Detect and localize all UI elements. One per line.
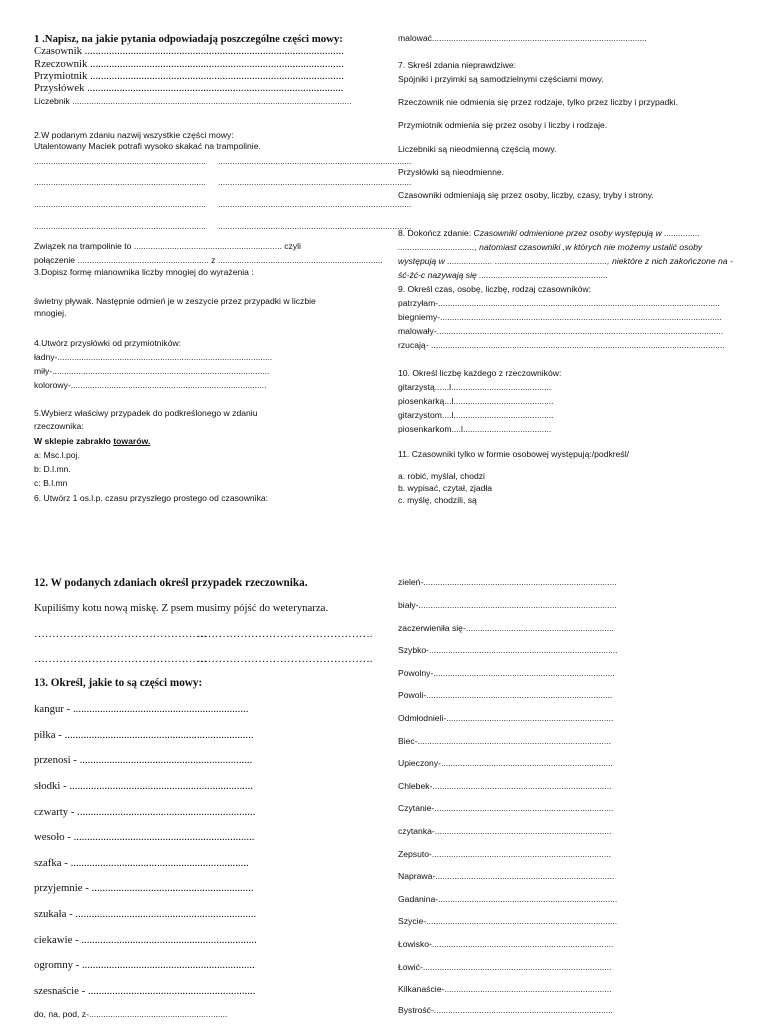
q5-title: rzeczownika: — [34, 421, 84, 431]
q2-blank: ........................................................................ — [34, 177, 206, 187]
q11-option: c. myślę, chodzili, są — [398, 495, 477, 505]
q3-text: świetny pływak. Następnie odmień je w zeszycie przez przypadki w liczbie — [34, 296, 316, 306]
q5-underlined-word: towarów. — [113, 436, 151, 446]
q13-item: ciekawie - ................................................................. — [34, 934, 257, 946]
q13-right-item: Szybko-............................................................................... — [398, 645, 618, 655]
q9-item: rzucają- ........................................................................................................................... — [398, 340, 725, 350]
q5-option: c: B.l.mn — [34, 478, 68, 488]
q7-sentence: Przymiotnik odmienia się przez osoby i liczby i rodzaje. — [398, 120, 608, 130]
q13-item: wesoło - ................................................................... — [34, 831, 255, 843]
q3-title: 3.Dopisz formę mianownika liczby mnogiej do wyrażenia : — [34, 267, 254, 277]
q2-blank: ................................................................................. — [218, 221, 412, 231]
q10-title: 10. Określ liczbę każdego z rzeczowników: — [398, 368, 562, 378]
q5-option: b: D.l.mn. — [34, 464, 71, 474]
q1-line: Liczebnik ..................................................................................................................... — [34, 96, 352, 106]
q1-title: 1 .Napisz, na jakie pytania odpowiadają poszczególne części mowy: — [34, 33, 343, 45]
q1-line: Czasownik ................................................................................................ — [34, 45, 344, 57]
q12-blank: ………………………………………… — [34, 653, 207, 665]
q13-right-item: Szycie-................................................................................ — [398, 916, 618, 926]
q12-sentence: Kupiliśmy kotu nową miskę. Z psem musimy pójść do weterynarza. — [34, 602, 329, 614]
q2-blank: ........................................................................ — [34, 221, 206, 231]
q1-line: Przymiotnik .............................................................................................. — [34, 70, 344, 82]
q4-title: 4.Utwórz przysłówki od przymiotników: — [34, 338, 182, 348]
q13-item: piłka - ...................................................................... — [34, 729, 254, 741]
q13-right-item: Bystrość-........................................................................... — [398, 1005, 613, 1015]
q13-item: kangur - ................................................................. — [34, 703, 249, 715]
q8-line: ść-źć-c nazywają się ...................................................... — [398, 270, 609, 280]
q7-sentence: Spójniki i przyimki są samodzielnymi częściami mowy. — [398, 74, 604, 84]
q11-title: 11. Czasowniki tylko w formie osobowej występują:/podkreśl/ — [398, 449, 630, 459]
q2-blank: ................................................................................. — [218, 199, 412, 209]
q10-item: gitarzystą......l.......................................... — [398, 382, 552, 392]
q5-sentence — [34, 437, 150, 447]
q13-right-item: zaczerwieniła się-.............................................................. — [398, 623, 614, 633]
q13-right-item: Zepsuto-........................................................................... — [398, 849, 611, 859]
q13-right-item: Kilkanaście-...................................................................... — [398, 984, 612, 994]
q13-right-item: Powoli-.............................................................................. — [398, 690, 613, 700]
q13-right-item: Czytanie-........................................................................... — [398, 803, 614, 813]
q7-sentence: Czasowniki odmieniają się przez osoby, liczby, czasy, tryby i strony. — [398, 190, 654, 200]
q4-item: kolorowy-.................................................................................. — [34, 380, 267, 390]
q10-item: gitarzystom....l.......................................... — [398, 410, 554, 420]
q5-option: a: Msc.l.poj. — [34, 450, 80, 460]
q13-right-item: Upieczony-........................................................................ — [398, 758, 613, 768]
q12-blank: …………………………………………. — [197, 628, 373, 640]
q6-item: malować.......................................................................................... — [398, 33, 647, 43]
q10-item: piosenkarkom....l..................................... — [398, 424, 552, 434]
q13-right-item: zieleń-................................................................................. — [398, 577, 617, 587]
q13-right-item: Łowisko-............................................................................ — [398, 939, 614, 949]
q2-sentence: Utalentowany Maciek potrafi wysoko skakać na trampolinie. — [34, 141, 261, 151]
q13-item: słodki - .................................................................... — [34, 780, 253, 792]
q2-blank: ........................................................................ — [34, 156, 206, 166]
q2-title: 2.W podanym zdaniu nazwij wszystkie części mowy: — [34, 130, 234, 140]
q13-right-item: czytanka-.......................................................................... — [398, 826, 612, 836]
q6-title: 6. Utwórz 1 os.l.p. czasu przyszłego prostego od czasownika: — [34, 493, 269, 503]
q3-text: mnogiej. — [34, 308, 67, 318]
q2-zwiazek: Związek na trampolinie to .............................................................. czyli — [34, 241, 301, 251]
q8-line: występują w ................... ..............................................., niektóre z nich zakończone na - — [398, 256, 733, 266]
q8-text: Czasowniki odmienione przez osoby występują w ............... — [473, 228, 700, 238]
q4-item: miły-........................................................................................... — [34, 366, 270, 376]
q13-item: szesnaście - .............................................................. — [34, 985, 256, 997]
q1-line: Rzeczownik .............................................................................................. — [34, 58, 344, 70]
q13-item: ogromny - ................................................................ — [34, 959, 255, 971]
q13-item: do, na, pod, z-.......................................................... — [34, 1009, 228, 1019]
q13-item: szukała - ................................................................... — [34, 908, 257, 920]
q7-sentence: Liczebniki są nieodmienną częścią mowy. — [398, 144, 557, 154]
q2-blank: ................................................................................. — [218, 156, 412, 166]
q13-right-item: Naprawa-........................................................................... — [398, 871, 615, 881]
q13-item: czwarty - .................................................................. — [34, 806, 256, 818]
q11-option: b. wypisać, czytał, zjadła — [398, 483, 493, 493]
q13-right-item: Gadanina-........................................................................... — [398, 894, 618, 904]
q5-title: 5.Wybierz właściwy przypadek do podkreślonego w zdaniu — [34, 408, 258, 418]
q10-item: piosenkarką...l.......................................... — [398, 396, 554, 406]
q13-right-item: Łowić-............................................................................... — [398, 962, 612, 972]
q5-sentence-prefix: W sklepie zabrakło — [34, 436, 114, 446]
q13-right-item: Powolny-............................................................................ — [398, 668, 615, 678]
q7-sentence: Przysłówki są nieodmienne. — [398, 167, 505, 177]
q13-item: przenosi - ................................................................ — [34, 754, 253, 766]
q13-right-item: Biec-................................................................................. — [398, 736, 611, 746]
q13-right-item: biały-................................................................................... — [398, 600, 617, 610]
q8-line: ................................, natomiast czasowniki ,w których nie możemy ustalić osoby — [398, 242, 703, 252]
q8-title: 8. Dokończ zdanie: — [398, 228, 474, 238]
q12-blank: …………………………………………. — [197, 653, 373, 665]
q7-title: 7. Skreśl zdania nieprawdziwe: — [398, 60, 516, 70]
q7-sentence: Rzeczownik nie odmienia się przez rodzaje, tylko przez liczby i przypadki. — [398, 97, 678, 107]
q2-blank: ........................................................................ — [34, 199, 206, 209]
q13-item: szafka - .................................................................. — [34, 857, 249, 869]
q9-item: patrzyłam-...................................................................................................................... — [398, 298, 720, 308]
q12-title: 12. W podanych zdaniach określ przypadek rzeczownika. — [34, 577, 308, 589]
q1-line: Przysłówek ............................................................................................... — [34, 82, 344, 94]
q11-option: a. robić, myślał, chodzi — [398, 471, 485, 481]
q12-blank: ………………………………………… — [34, 628, 207, 640]
q2-blank: ................................................................................. — [218, 177, 412, 187]
q9-item: biegniemy-...................................................................................................................... — [398, 312, 722, 322]
q9-title: 9. Określ czas, osobę, liczbę, rodzaj czasowników: — [398, 284, 591, 294]
q13-title: 13. Określ, jakie to są części mowy: — [34, 677, 203, 689]
q8-line — [398, 229, 700, 239]
q4-item: ładny-.......................................................................................... — [34, 352, 273, 362]
q13-item: przyjemnie - ............................................................ — [34, 882, 254, 894]
q9-item: malowały-........................................................................................................................ — [398, 326, 724, 336]
q2-polaczenie: połączenie ....................................................... z ..................................................................... — [34, 255, 383, 265]
q13-right-item: Chlebek-........................................................................... — [398, 781, 612, 791]
q13-right-item: Odmłodnieli-...................................................................... — [398, 713, 614, 723]
